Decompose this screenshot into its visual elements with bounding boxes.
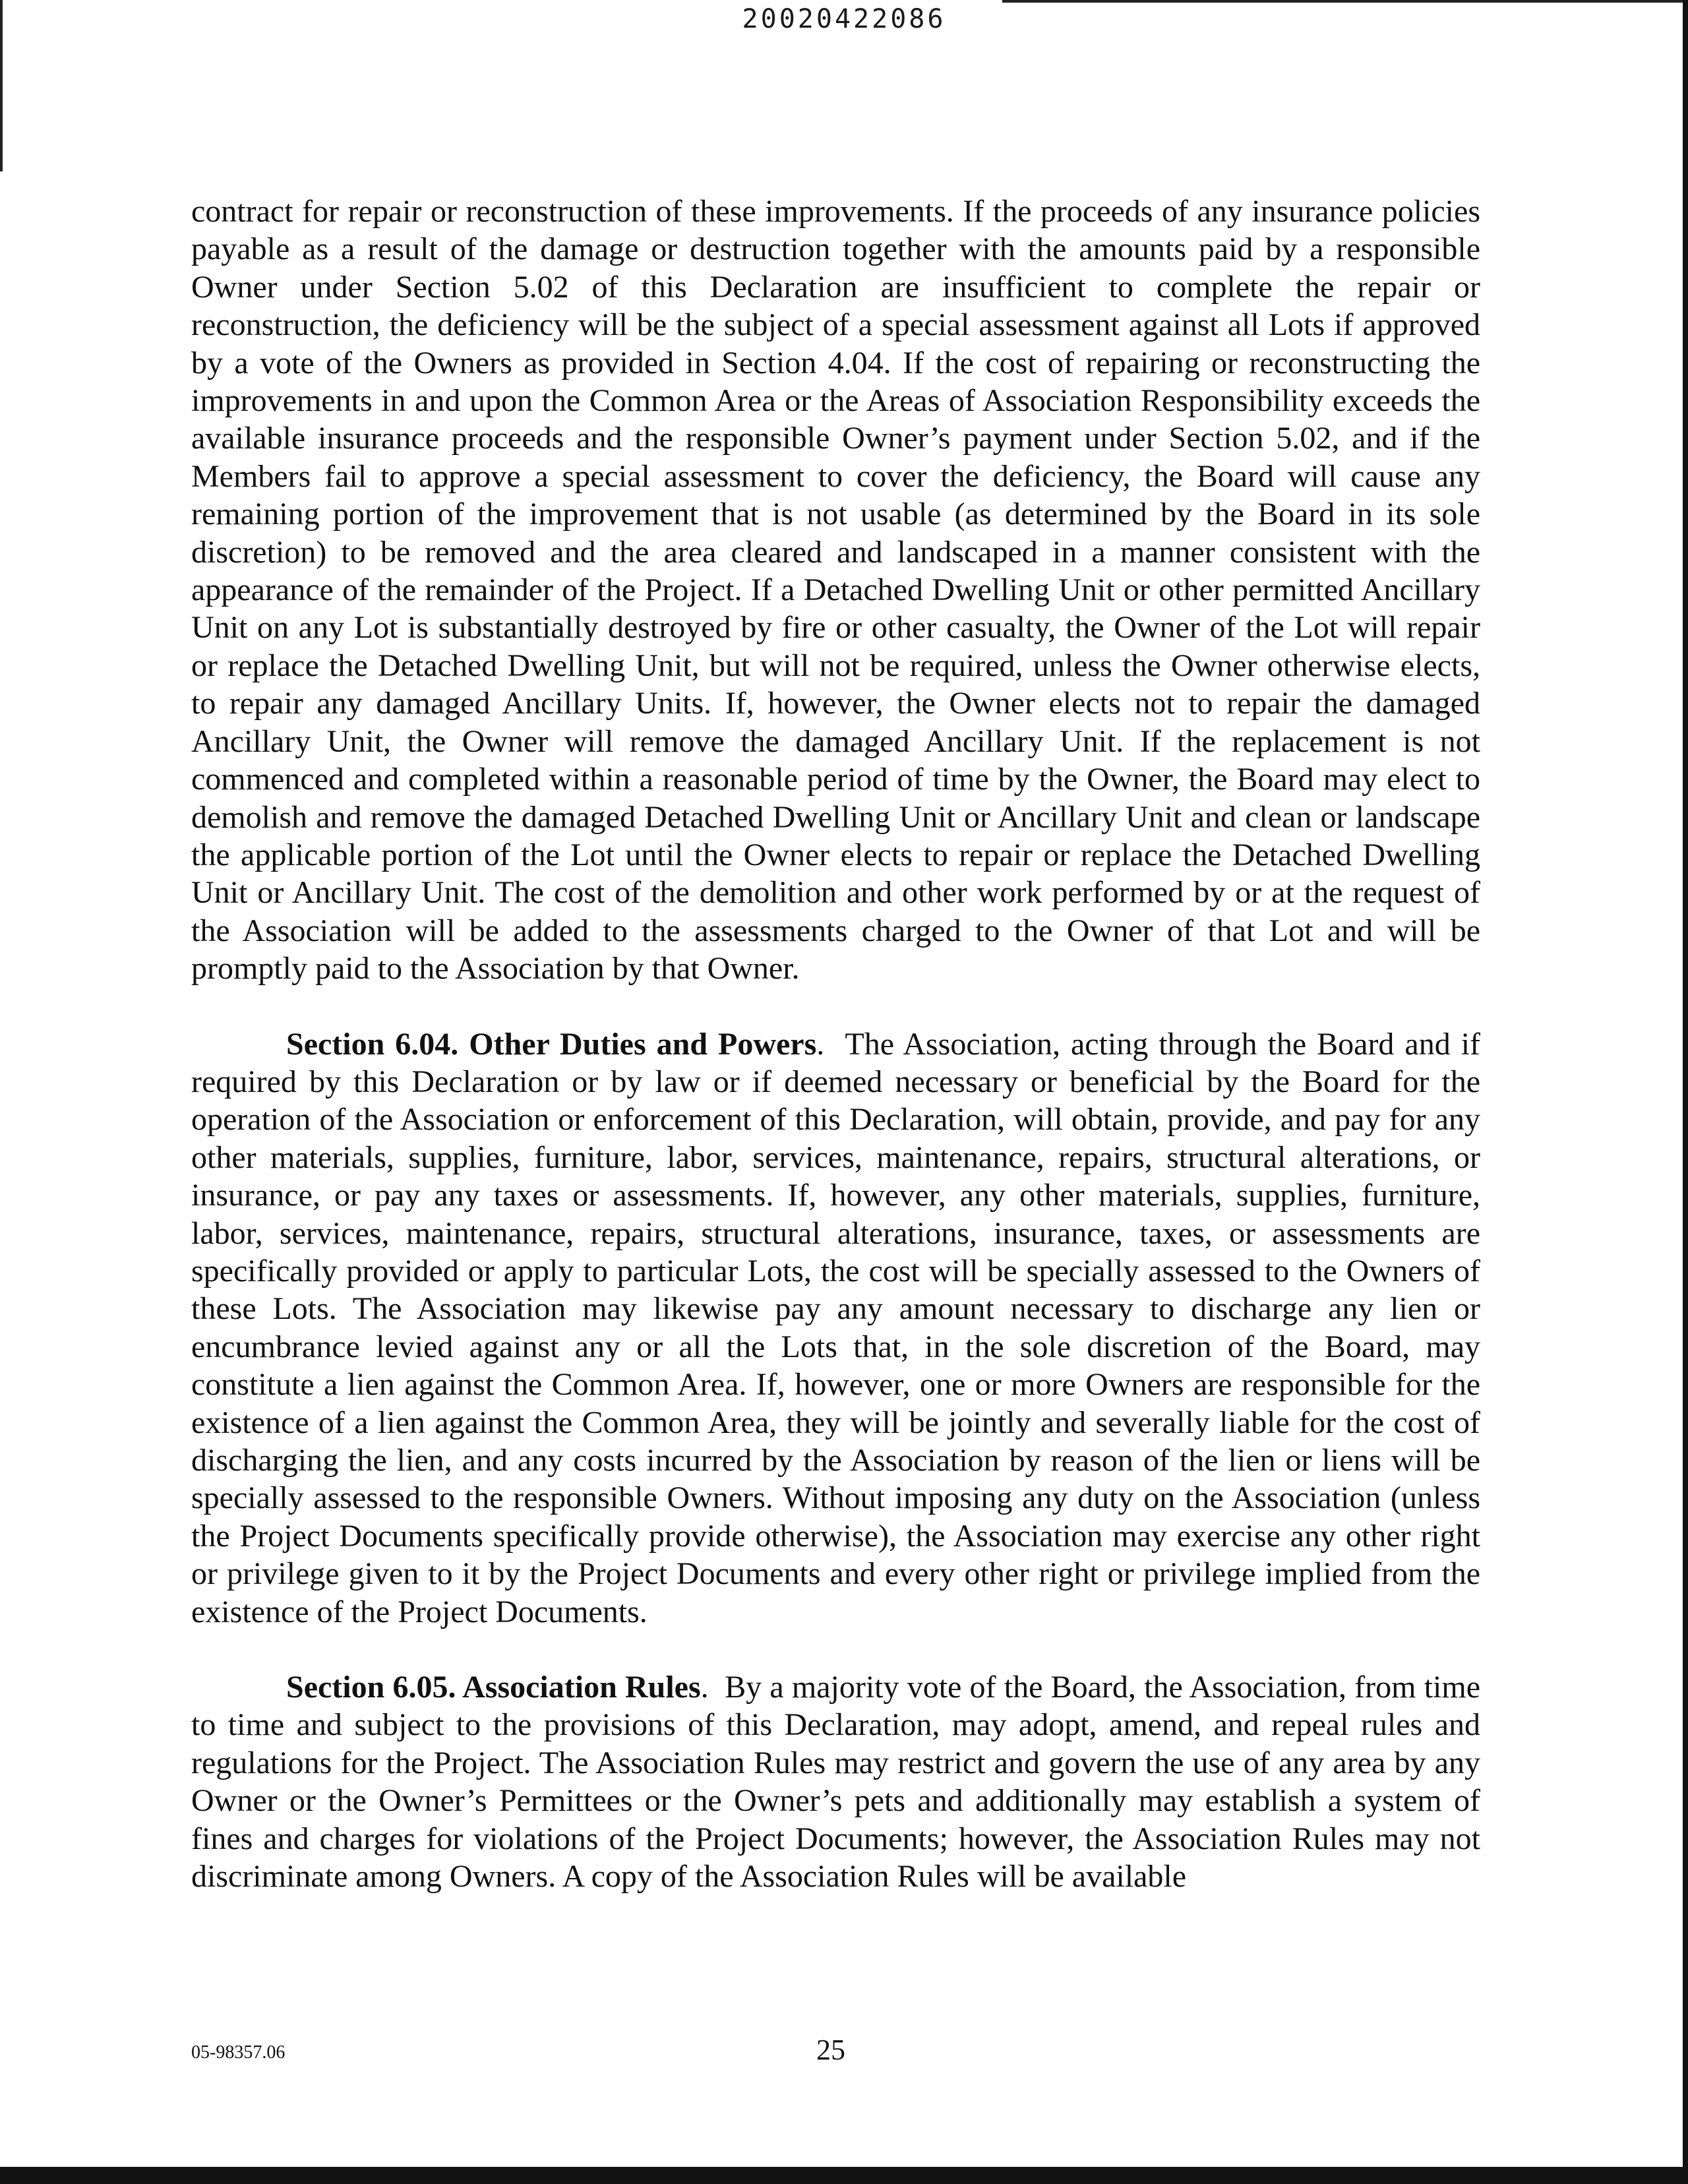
right-edge-mark [1683, 0, 1688, 2184]
paragraph-continuation: contract for repair or reconstruction of these improvements. If the proceeds of any insurance policies payable as a result of the damage or destruction together with the amounts paid by a responsible Owner under Section 5.02 of this Declaration are insufficient to complete the repair or reconstruction, the deficiency will be the subject of a special assessment against all Lots if approved by a vote of the Owners as provided in Section 4.04. If the cost of repairing or reconstructing the improvements in and upon the Common Area or the Areas of Association Responsibility exceeds the available insurance proceeds and the responsible Owner’s payment under Section 5.02, and if the Members fail to approve a special assessment to cover the deficiency, the Board will cause any remaining portion of the improvement that is not usable (as determined by the Board in its sole discretion) to be removed and the area cleared and landscaped in a manner consistent with the appearance of the remainder of the Project. If a Detached Dwelling Unit or other permitted Ancillary Unit on any Lot is substantially destroyed by fire or other casualty, the Owner of the Lot will repair or replace the Detached Dwelling Unit, but will not be required, unless the Owner otherwise elects, to repair any damaged Ancillary Units. If, however, the Owner elects not to repair the damaged Ancillary Unit, the Owner will remove the damaged Ancillary Unit. If the replacement is not commenced and completed within a reasonable period of time by the Owner, the Board may elect to demolish and remove the damaged Detached Dwelling Unit or Ancillary Unit and clean or landscape the applicable portion of the Lot until the Owner elects to repair or replace the Detached Dwelling Unit or Ancillary Unit. The cost of the demolition and other work performed by or at the request of the Association will be added to the assessments charged to the Owner of that Lot and will be promptly paid to the Association by that Owner. [191, 194, 1480, 986]
footer-page-number: 25 [816, 2034, 845, 2066]
footer-document-number: 05-98357.06 [191, 2042, 286, 2063]
recording-number: 20020422086 [742, 4, 946, 34]
section-6-04-heading: Section 6.04. Other Duties and Powers [286, 1026, 817, 1062]
section-6-04-text: The Association, acting through the Board and if required by this Declaration or by law or if deemed necessary or beneficial by the Board for the operation of the Association or enforcement of this Declaration, will obtain, provide, and pay for any other materials, supplies, furniture, labor, services, maintenance, repairs, structural alterations, or insurance, or pay any taxes or assessments. If, however, any other materials, supplies, furniture, labor, services, maintenance, repairs, structural alterations, insurance, taxes, or assessments are specifically provided or apply to particular Lots, the cost will be specially assessed to the Owners of these Lots. The Association may likewise pay any amount necessary to discharge any lien or encumbrance levied against any or all the Lots that, in the sole discretion of the Board, may constitute a lien against the Common Area. If, however, one or more Owners are responsible for the existence of a lien against the Common Area, they will be jointly and severally liable for the cost of discharging the lien, and any costs incurred by the Association by reason of the lien or liens will be specially assessed to the responsible Owners. Without imposing any duty on the Association (unless the Project Documents specifically provide otherwise), the Association may exercise any other right or privilege given to it by the Project Documents and every other right or privilege implied from the existence of the Project Documents. [191, 1026, 1481, 1629]
bottom-edge-rule [0, 2167, 1688, 2184]
section-6-05-paragraph: Section 6.05. Association Rules. By a majority vote of the Board, the Association, from time to time and subject to the provisions of this Declaration, may adopt, amend, and repeal rules and regulations for the Project. The Association Rules may restrict and govern the use of any area by any Owner or the Owner’s Permittees or the Owner’s pets and additionally may establish a system of fines and charges for violations of the Project Documents; however, the Association Rules may not discriminate among Owners. A copy of the Association Rules will be available [191, 1670, 1481, 1895]
section-6-04-paragraph: Section 6.04. Other Duties and Powers. The Association, acting through the Board and if required by this Declaration or by law or if deemed necessary or beneficial by the Board for the operation of the Association or enforcement of this Declaration, will obtain, provide, and pay for any other materials, supplies, furniture, labor, services, maintenance, repairs, structural alterations, or insurance, or pay any taxes or assessments. If, however, any other materials, supplies, furniture, labor, services, maintenance, repairs, structural alterations, insurance, taxes, or assessments are specifically provided or apply to particular Lots, the cost will be specially assessed to the Owners of these Lots. The Association may likewise pay any amount necessary to discharge any lien or encumbrance levied against any or all the Lots that, in the sole discretion of the Board, may constitute a lien against the Common Area. If, however, one or more Owners are responsible for the existence of a lien against the Common Area, they will be jointly and severally liable for the cost of discharging the lien, and any costs incurred by the Association by reason of the lien or liens will be specially assessed to the responsible Owners. Without imposing any duty on the Association (unless the Project Documents specifically provide otherwise), the Association may exercise any other right or privilege given to it by the Project Documents and every other right or privilege implied from the existence of the Project Documents. [191, 1026, 1481, 1629]
document-body [191, 193, 1480, 1895]
section-6-05-text: By a majority vote of the Board, the Association, from time to time and subject to the provisions of this Declaration, may adopt, amend, and repeal rules and regulations for the Project. The Association Rules may restrict and govern the use of any area by any Owner or the Owner’s Permittees or the Owner’s pets and additionally may establish a system of fines and charges for violations of the Project Documents; however, the Association Rules may not discriminate among Owners. A copy of the Association Rules will be available [191, 1670, 1481, 1895]
section-6-05-heading: Section 6.05. Association Rules [286, 1670, 701, 1705]
top-edge-rule [1002, 0, 1688, 3]
